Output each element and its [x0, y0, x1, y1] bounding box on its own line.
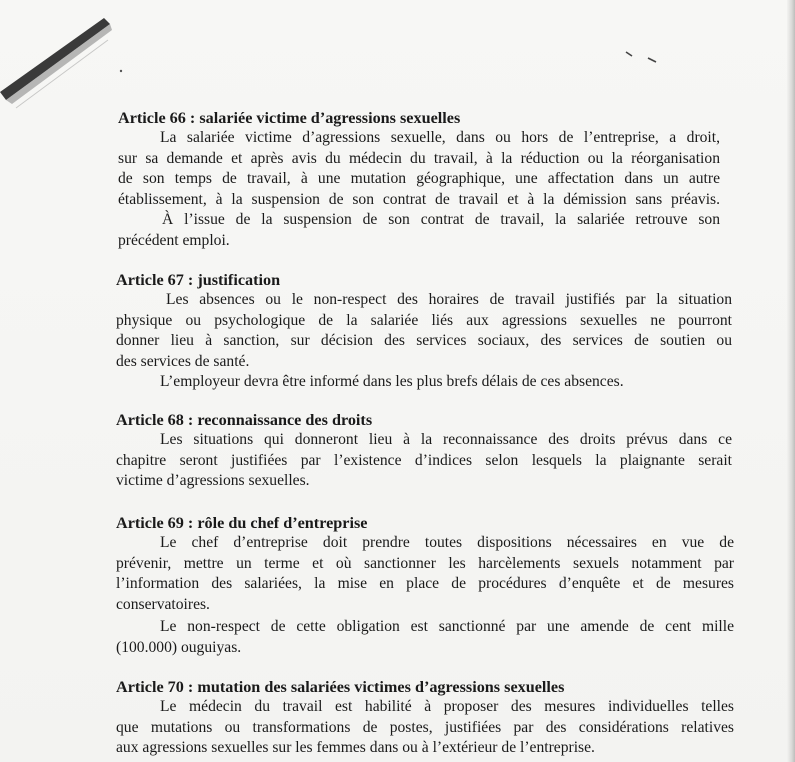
- article-68-line-1: Les situations qui donneront lieu à la reconnaissance des droits prévus dans ce: [160, 431, 732, 448]
- article-66: [118, 108, 720, 251]
- article-68-title: Article 68 : reconnaissance des droits: [116, 411, 373, 429]
- article-69-line-6: (100.000) ouguiyas.: [116, 638, 242, 656]
- article-69-line-1: Le chef d’entreprise doit prendre toutes dispositions nécessaires en vue de: [160, 534, 734, 551]
- scan-dot: [118, 68, 124, 74]
- article-66-line-4: établissement, à la suspension de son contrat de travail et à la démission sans préavis.: [118, 190, 720, 208]
- article-69-line-2: prévenir, mettre un terme et où sanctionner les harcèlements sexuels notamment par: [116, 554, 734, 572]
- article-69-title: Article 69 : rôle du chef d’entreprise: [116, 514, 368, 532]
- article-69: [116, 513, 734, 658]
- article-69-line-5: Le non-respect de cette obligation est sanctionné par une amende de cent mille: [160, 618, 734, 635]
- article-68-line-3: victime d’agressions sexuelles.: [116, 472, 310, 489]
- article-70-line-3: aux agressions sexuelles sur les femmes dans ou à l’extérieur de l’entreprise.: [116, 739, 595, 756]
- article-66-title: Article 66 : salariée victime d’agressions sexuelles: [118, 109, 461, 127]
- article-68-line-2: chapitre seront justifiées par l’existence d’indices selon lesquels la plaignante serait: [116, 451, 732, 469]
- article-70-line-1: Le médecin du travail est habilité à proposer des mesures individuelles telles: [160, 698, 734, 715]
- article-66-line-5: À l’issue de la suspension de son contrat de travail, la salariée retrouve son: [162, 211, 720, 228]
- article-68: [116, 410, 732, 492]
- article-67-line-1: Les absences ou le non-respect des horaires de travail justifiés par la situation: [166, 291, 732, 308]
- article-69-line-3: l’information des salariées, la mise en place de procédures d’enquête et de mesures: [116, 575, 734, 592]
- scan-corner-mark: [0, 0, 130, 130]
- article-67-line-2: physique ou psychologique de la salariée liés aux agressions sexuelles ne pourront: [116, 311, 732, 329]
- article-67-line-4: des services de santé.: [116, 352, 250, 370]
- article-70-title: Article 70 : mutation des salariées victimes d’agressions sexuelles: [116, 678, 565, 696]
- article-67-line-5: L’employeur devra être informé dans les plus brefs délais de ces absences.: [160, 373, 624, 390]
- article-66-line-6: précédent emploi.: [118, 231, 230, 249]
- article-67: [116, 270, 732, 393]
- article-66-line-1: La salariée victime d’agressions sexuelle, dans ou hors de l’entreprise, a droit,: [160, 129, 720, 146]
- scan-speck-marks: [618, 44, 668, 66]
- article-70-line-2: que mutations ou transformations de postes, justifiées par des considérations relatives: [116, 718, 734, 736]
- article-67-title: Article 67 : justification: [116, 271, 281, 289]
- article-69-line-4: conservatoires.: [116, 595, 210, 613]
- article-66-line-3: de son temps de travail, à une mutation géographique, une affectation dans un autre: [118, 170, 720, 187]
- scan-page-edge: [787, 0, 795, 762]
- article-67-line-3: donner lieu à sanction, sur décision des services sociaux, des services de soutien ou: [116, 332, 732, 349]
- article-70: [116, 677, 734, 759]
- article-66-line-2: sur sa demande et après avis du médecin du travail, à la réduction ou la réorganisation: [118, 149, 720, 167]
